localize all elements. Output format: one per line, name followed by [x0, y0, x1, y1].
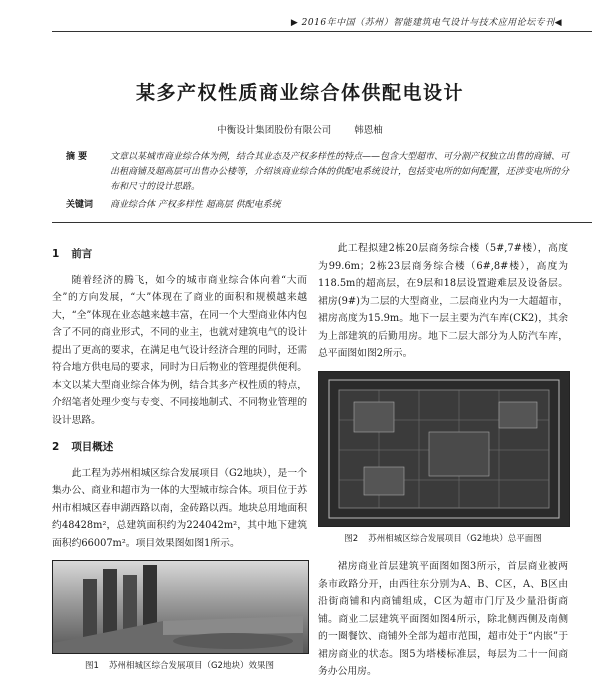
abstract-label: 摘 要 — [66, 152, 88, 162]
figure-2-caption: 图2 苏州相城区综合发展项目（G2地块）总平面图 — [344, 533, 542, 544]
right-column — [318, 240, 568, 681]
header-rule — [52, 31, 592, 32]
figure-1-image — [52, 560, 309, 654]
running-header: ▶ 2016年中国（苏州）智能建筑电气设计与技术应用论坛专刊◀ — [290, 18, 562, 28]
paper-title: 某多产权性质商业综合体供配电设计 — [135, 82, 464, 104]
author-org: 中衡设计集团股份有限公司 — [217, 125, 332, 136]
site-plan-illustration — [319, 372, 569, 526]
authors — [0, 122, 600, 136]
section-1-heading: 1 前言 — [52, 248, 93, 260]
abstract-rule — [52, 222, 592, 223]
left-column — [52, 240, 307, 676]
keywords — [52, 198, 552, 213]
abstract — [52, 150, 570, 198]
keywords-label: 关键词 — [66, 200, 94, 210]
section-2-heading: 2 项目概述 — [52, 441, 114, 453]
author-name: 韩恩柚 — [354, 125, 383, 136]
figure-1-caption: 图1 苏州相城区综合发展项目（G2地块）效果图 — [85, 661, 274, 671]
figure-1 — [52, 560, 307, 676]
right-paragraph-1: 此工程拟建2栋20层商务综合楼（5#,7#楼），高度为99.6m；2栋23层商务综合楼（6#,8#楼），高度为118.5m的超高层，在9层和18层设置避难层及设备层。裙房(9#)为二层的大型商业，二层商业内为一大超超市，裙房高度为15.9m。地下一层主要为汽车库(CK2)，其余为上部建筑的后勤用房。地下二层大部分为人防汽车库，总平面图如图2所示。 — [318, 243, 568, 359]
rendering-illustration — [53, 561, 308, 653]
figure-2-image — [318, 371, 570, 527]
section-1-paragraph: 随着经济的腾飞，如今的城市商业综合体向着“大而全”的方向发展，“大”体现在了商业的面积和规模越来越大，“全”体现在业态越来越丰富，在同一个大型商业体内包含了不同的商业形式，不同的业主，也就对建筑电气的设计提出了更高的要求，在满足电气设计经济合理的同时，还需符合地方供电局的要求，同时为日后物业的管理提供便利。本文以某大型商业综合体为例，结合其多产权性质的特点，介绍笔者处理少变与专变、不同接地制式、不同物业管理的设计思路。 — [52, 274, 307, 426]
right-paragraph-2: 裙房商业首层建筑平面图如图3所示，首层商业被两条市政路分开，由西往东分别为A、B、C区，A、B区由沿街商铺和内商铺组成，C区为超市门厅及少量沿街商铺。商业二层建筑平面图如图4所示，除北侧西侧及南侧的一圈餐饮、商铺外全部为超市范围，超市处于“内嵌”于裙房商业的状态。图5为塔楼标准层，每层为二十一间商务办公用房。 — [318, 561, 568, 677]
keywords-text: 商业综合体 产权多样性 超高层 供配电系统 — [110, 200, 281, 210]
section-2-paragraph: 此工程为苏州相城区综合发展项目（G2地块），是一个集办公、商业和超市为一体的大型城市综合体。项目位于苏州市相城区春申湖西路以南，金砖路以西。地块总用地面积约48428m²，总建筑面积约为224042m²，其中地下建筑面积约66007m²。项目效果图如图1所示。 — [52, 467, 307, 549]
abstract-text: 文章以某城市商业综合体为例，结合其业态及产权多样性的特点——包含大型超市、可分割产权独立出售的商铺、可出租商铺及超高层可出售办公楼等，介绍该商业综合体的供配电系统设计，包括变电所的如何配置，还涉变电所的分布和尺寸的设计思路。 — [110, 152, 570, 192]
figure-2 — [318, 371, 568, 549]
